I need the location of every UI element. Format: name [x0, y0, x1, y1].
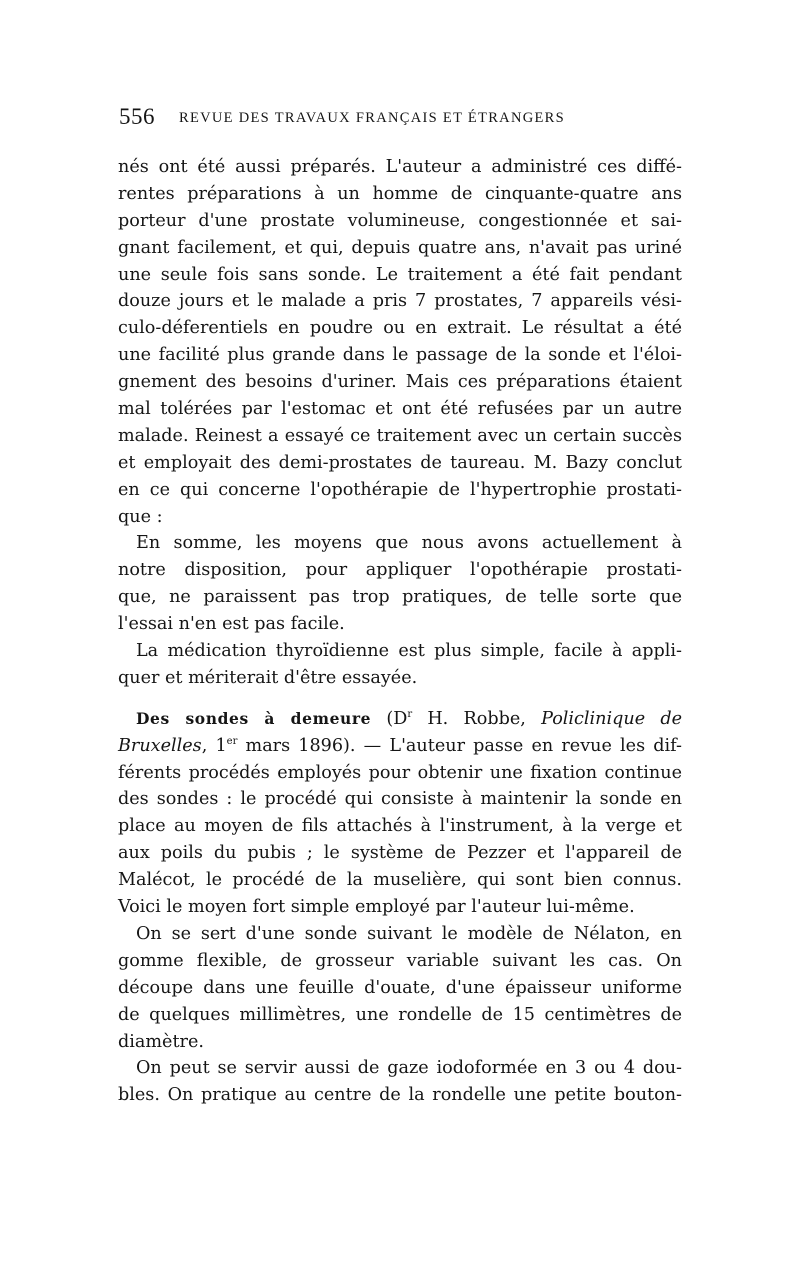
text-line: férents procédés employés pour obtenir une fixation continue	[118, 762, 682, 783]
text-line: gnant facilement, et qui, depuis quatre ans, n'avait pas uriné	[118, 237, 682, 258]
text-line: notre disposition, pour appliquer l'opothérapie prostati-	[118, 560, 682, 581]
page-header	[119, 104, 689, 130]
text-line: place au moyen de fils attachés à l'instrument, à la verge et	[118, 816, 682, 837]
text-line: gnement des besoins d'uriner. Mais ces préparations étaient	[118, 372, 682, 393]
text-line: On se sert d'une sonde suivant le modèle de Nélaton, en	[136, 923, 682, 944]
text-line: l'essai n'en est pas facile.	[118, 614, 345, 635]
text-line: nés ont été aussi préparés. L'auteur a administré ces diffé-	[118, 157, 682, 177]
text-line: mal tolérées par l'estomac et ont été refusées par un autre	[118, 399, 682, 420]
text-line: douze jours et le malade a pris 7 prostates, 7 appareils vési-	[118, 291, 682, 312]
running-head: REVUE DES TRAVAUX FRANÇAIS ET ÉTRANGERS	[179, 110, 565, 126]
text-line: rentes préparations à un homme de cinquante-quatre ans	[118, 183, 682, 204]
text-line: Voici le moyen fort simple employé par l'auteur lui-même.	[118, 897, 635, 918]
text-line: diamètre.	[118, 1031, 204, 1052]
text-line: en ce qui concerne l'opothérapie de l'hypertrophie prostati-	[118, 479, 682, 500]
text-line: Bruxelles, 1er mars 1896). — L'auteur passe en revue les dif-	[118, 735, 682, 756]
text-line: culo-déferentiels en poudre ou en extrait. Le résultat a été	[118, 318, 682, 339]
text-line: aux poils du pubis ; le système de Pezzer et l'appareil de	[118, 843, 682, 864]
text-line: que, ne paraissent pas trop pratiques, de telle sorte que	[118, 587, 682, 608]
journal-name: Policlinique de	[541, 708, 683, 729]
text-line: La médication thyroïdienne est plus simple, facile à appli-	[136, 641, 682, 662]
text-line: une seule fois sans sonde. Le traitement a été fait pendant	[118, 264, 682, 285]
article-title: Des sondes à demeure	[136, 708, 372, 728]
text-line: gomme flexible, de grosseur variable suivant les cas. On	[118, 950, 682, 971]
text-line: quer et mériterait d'être essayée.	[118, 667, 418, 688]
text-line: de quelques millimètres, une rondelle de 15 centimètres de	[118, 1004, 682, 1025]
text-line: des sondes : le procédé qui consiste à maintenir la sonde en	[118, 789, 682, 810]
article-heading-line: Des sondes à demeure ($D^r$ H. Robbe, Policlinique de	[136, 708, 683, 729]
text-line: une facilité plus grande dans le passage de la sonde et l'éloi-	[118, 345, 682, 366]
page-number: 556	[119, 104, 155, 129]
body-text	[118, 154, 682, 1109]
text-line: En somme, les moyens que nous avons actuellement à	[136, 533, 682, 554]
text-line: et employait des demi-prostates de taureau. M. Bazy conclut	[118, 452, 682, 473]
text-line: porteur d'une prostate volumineuse, congestionnée et sai-	[118, 210, 682, 231]
text-line: On peut se servir aussi de gaze iodoformée en 3 ou 4 dou-	[136, 1058, 682, 1079]
text-line: que :	[118, 506, 163, 527]
section-gap	[118, 692, 682, 706]
text-line: Malécot, le procédé de la muselière, qui sont bien connus.	[118, 870, 682, 891]
journal-name: Bruxelles	[118, 735, 202, 756]
text-line: découpe dans une feuille d'ouate, d'une épaisseur uniforme	[118, 977, 682, 998]
text-line: bles. On pratique au centre de la rondelle une petite bouton-	[118, 1085, 682, 1106]
text-line: malade. Reinest a essayé ce traitement avec un certain succès	[118, 425, 682, 446]
